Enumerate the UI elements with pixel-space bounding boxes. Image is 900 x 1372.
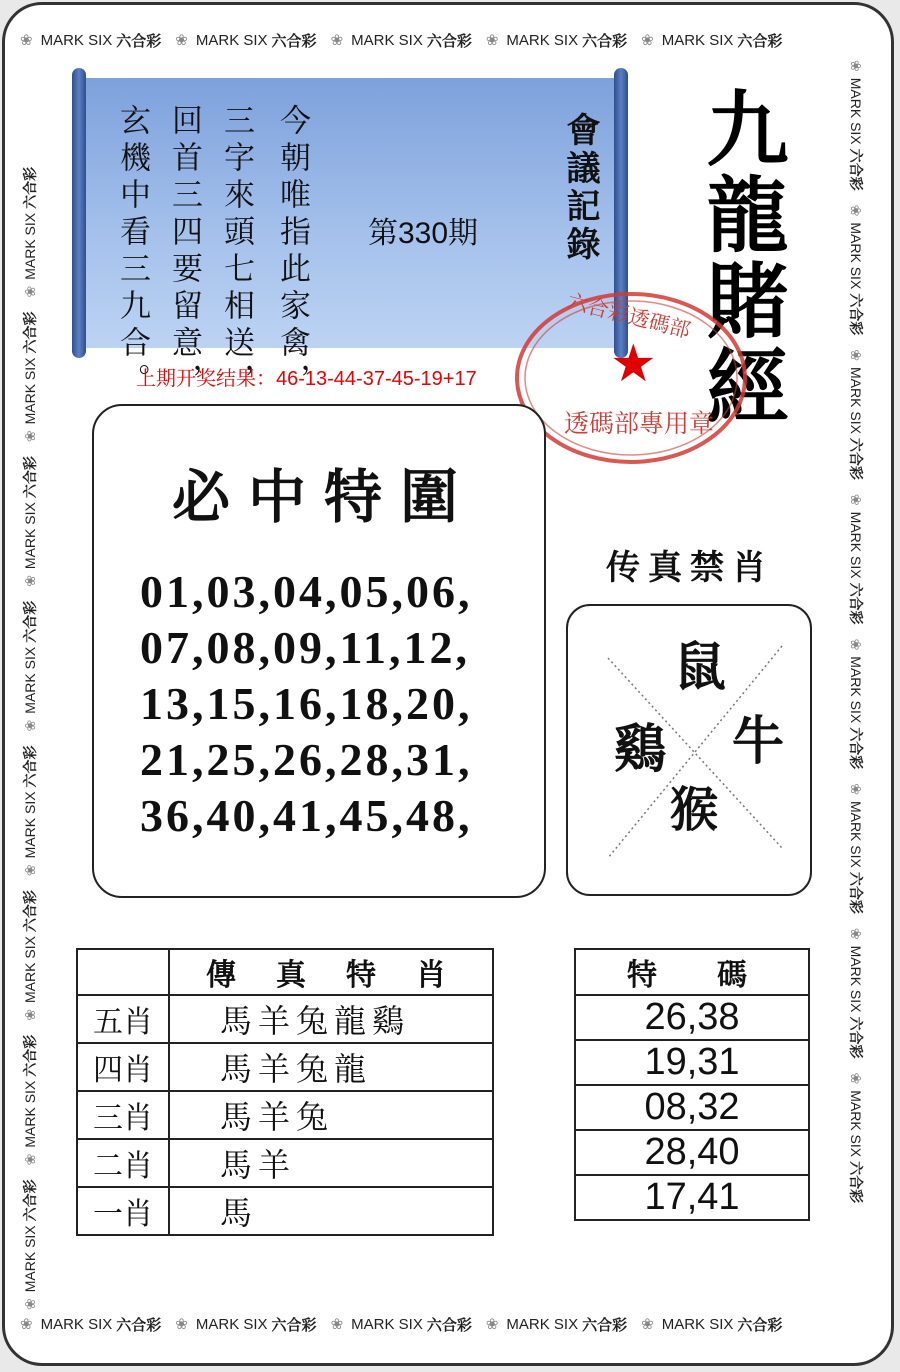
forbidden-zodiac: 猴 — [670, 782, 719, 838]
watermark-strip-right — [844, 60, 868, 1310]
flower-icon: ❀ — [848, 1072, 865, 1085]
watermark-unit — [846, 60, 866, 191]
flower-icon: ❀ — [848, 349, 865, 362]
watermark-cn: 六合彩 — [22, 456, 38, 499]
watermark-text: MARK SIX — [22, 1080, 38, 1148]
watermark-cn: 六合彩 — [848, 148, 864, 191]
flower-icon: ❀ — [175, 1316, 188, 1333]
watermark-text: MARK SIX — [22, 791, 38, 859]
stamp-dept-text: 透碼部專用章 — [564, 409, 715, 438]
watermark-text: MARK SIX — [22, 212, 38, 280]
watermark-text: MARK SIX — [848, 800, 864, 868]
number-row: 13,15,16,18,20, — [140, 678, 473, 729]
watermark-cn: 六合彩 — [271, 32, 317, 50]
fax-zodiac-table — [76, 948, 494, 1236]
watermark-cn: 六合彩 — [737, 32, 783, 50]
watermark-text: MARK SIX — [661, 1315, 734, 1333]
flower-icon: ❀ — [21, 285, 38, 298]
flower-icon: ❀ — [485, 32, 499, 49]
flower-icon: ❀ — [330, 1316, 344, 1333]
watermark-cn: 六合彩 — [22, 166, 38, 209]
watermark-text: MARK SIX — [506, 31, 579, 49]
forbidden-zodiac: 鷄 — [614, 719, 667, 780]
watermark-text: MARK SIX — [661, 31, 734, 49]
watermark-cn: 六合彩 — [22, 745, 38, 788]
number-row: 01,03,04,05,06, — [140, 566, 473, 617]
table-row: 五肖 馬羊兔龍鷄 — [77, 995, 493, 1043]
table-row: 三肖 馬羊兔 — [77, 1091, 493, 1139]
table-row: 19,31 — [575, 1040, 809, 1085]
flower-icon: ❀ — [21, 1008, 38, 1021]
last-result: 上期开奖结果：46-13-44-37-45-19+17 — [136, 368, 477, 390]
watermark-unit — [486, 30, 627, 51]
watermark-unit — [846, 639, 866, 770]
page-title: 九龍賭經 — [693, 86, 789, 430]
watermark-cn: 六合彩 — [737, 1316, 783, 1334]
watermark-text: MARK SIX — [848, 77, 864, 145]
watermark-text: MARK SIX — [22, 357, 38, 425]
poem-line-3: 回首三四要留意， — [166, 104, 202, 400]
flower-icon: ❀ — [848, 60, 865, 72]
watermark-unit — [846, 205, 866, 336]
watermark-unit — [846, 1072, 866, 1203]
forbidden-zodiac: 鼠 — [674, 637, 727, 698]
watermark-strip-top — [20, 28, 870, 52]
issue-number: 第330期 — [368, 217, 479, 250]
watermark-unit — [331, 1314, 472, 1335]
special-number-list — [140, 564, 530, 844]
watermark-cn: 六合彩 — [848, 437, 864, 480]
flower-icon: ❀ — [485, 1316, 499, 1333]
watermark-unit — [20, 745, 40, 876]
poem-line-2: 三字來頭七相送， — [218, 104, 254, 400]
flower-icon: ❀ — [20, 32, 33, 49]
watermark-cn: 六合彩 — [426, 32, 472, 50]
table-header-row — [77, 949, 493, 995]
watermark-text: MARK SIX — [848, 367, 864, 434]
watermark-text: MARK SIX — [195, 31, 268, 49]
flower-icon: ❀ — [641, 32, 654, 49]
watermark-unit — [641, 1314, 782, 1335]
number-row: 07,08,09,11,12, — [140, 622, 470, 673]
watermark-cn: 六合彩 — [271, 1316, 317, 1334]
watermark-text: MARK SIX — [40, 31, 113, 49]
meeting-title: 會議記錄 — [560, 112, 600, 264]
watermark-cn: 六合彩 — [848, 727, 864, 770]
table-row: 28,40 — [575, 1130, 809, 1175]
flower-icon: ❀ — [21, 1153, 38, 1166]
flower-icon: ❀ — [848, 493, 865, 506]
flower-icon: ❀ — [848, 204, 865, 217]
table-row: 二肖 馬羊 — [77, 1139, 493, 1187]
watermark-cn: 六合彩 — [116, 32, 162, 50]
watermark-cn: 六合彩 — [22, 1179, 38, 1222]
watermark-cn: 六合彩 — [22, 890, 38, 933]
fax-forbidden-label: 传真禁肖 — [606, 548, 774, 588]
watermark-cn: 六合彩 — [116, 1316, 162, 1334]
watermark-unit — [175, 30, 316, 51]
watermark-cn: 六合彩 — [22, 1034, 38, 1077]
table-row: 26,38 — [575, 995, 809, 1040]
watermark-unit — [20, 167, 40, 298]
watermark-unit — [846, 783, 866, 914]
watermark-cn: 六合彩 — [848, 1161, 864, 1204]
flower-icon: ❀ — [848, 783, 865, 795]
poem-line-4: 玄機中看三九合。 — [114, 104, 150, 400]
number-row: 21,25,26,28,31, — [140, 734, 473, 785]
watermark-text: MARK SIX — [22, 646, 38, 714]
watermark-unit — [20, 1179, 40, 1310]
watermark-text: MARK SIX — [22, 502, 38, 570]
flower-icon: ❀ — [21, 864, 38, 877]
watermark-unit — [486, 1314, 627, 1335]
watermark-cn: 六合彩 — [848, 582, 864, 625]
flower-icon: ❀ — [175, 32, 188, 49]
flower-icon: ❀ — [848, 638, 865, 651]
scroll-rod-left — [72, 68, 86, 358]
flower-icon: ❀ — [848, 927, 865, 940]
star-icon: ★ — [610, 334, 657, 394]
watermark-unit — [20, 601, 40, 732]
watermark-unit — [20, 1035, 40, 1166]
special-title: 必中特圍 — [172, 463, 477, 531]
watermark-text: MARK SIX — [848, 1090, 864, 1158]
watermark-cn: 六合彩 — [848, 1016, 864, 1059]
watermark-text: MARK SIX — [40, 1315, 113, 1333]
poem-line-1: 今朝唯指此家禽， — [274, 104, 310, 400]
watermark-unit — [846, 928, 866, 1059]
watermark-text: MARK SIX — [351, 31, 423, 49]
watermark-text: MARK SIX — [848, 222, 864, 290]
watermark-strip-left — [18, 60, 42, 1310]
watermark-unit — [20, 30, 161, 51]
flower-icon: ❀ — [21, 1298, 38, 1310]
flower-icon: ❀ — [20, 1316, 33, 1333]
watermark-text: MARK SIX — [351, 1315, 423, 1333]
watermark-cn: 六合彩 — [848, 293, 864, 336]
watermark-unit — [175, 1314, 316, 1335]
watermark-text: MARK SIX — [848, 945, 864, 1013]
watermark-text: MARK SIX — [848, 656, 864, 724]
watermark-strip-bottom — [20, 1312, 870, 1336]
flower-icon: ❀ — [21, 719, 38, 732]
watermark-cn: 六合彩 — [848, 871, 864, 914]
table-header-row — [575, 949, 809, 995]
special-code-table — [574, 948, 810, 1221]
watermark-unit — [20, 312, 40, 443]
fax-table-header: 傳真特肖 — [169, 949, 493, 995]
table-row: 08,32 — [575, 1085, 809, 1130]
table-row: 四肖 馬羊兔龍 — [77, 1043, 493, 1091]
forbidden-zodiac: 牛 — [732, 711, 785, 772]
watermark-unit — [20, 890, 40, 1021]
watermark-text: MARK SIX — [195, 1315, 268, 1333]
flower-icon: ❀ — [21, 430, 38, 443]
watermark-cn: 六合彩 — [582, 1316, 628, 1334]
watermark-unit — [20, 1314, 161, 1335]
flower-icon: ❀ — [641, 1316, 654, 1333]
watermark-text: MARK SIX — [22, 936, 38, 1003]
flower-icon: ❀ — [330, 32, 344, 49]
watermark-unit — [20, 456, 40, 587]
watermark-unit — [641, 30, 782, 51]
watermark-cn: 六合彩 — [22, 311, 38, 354]
watermark-unit — [331, 30, 472, 51]
stamp-arc-text: 六合彩透碼部 — [564, 289, 693, 343]
code-table-header: 特碼 — [575, 949, 809, 995]
watermark-unit — [846, 349, 866, 480]
watermark-text: MARK SIX — [848, 511, 864, 579]
table-row: 17,41 — [575, 1175, 809, 1220]
watermark-text: MARK SIX — [506, 1315, 579, 1333]
flower-icon: ❀ — [21, 575, 38, 587]
watermark-cn: 六合彩 — [426, 1316, 472, 1334]
number-row: 36,40,41,45,48, — [140, 790, 473, 841]
watermark-cn: 六合彩 — [582, 32, 628, 50]
watermark-text: MARK SIX — [22, 1225, 38, 1293]
watermark-cn: 六合彩 — [22, 600, 38, 643]
watermark-unit — [846, 494, 866, 625]
table-row: 一肖 馬 — [77, 1187, 493, 1235]
